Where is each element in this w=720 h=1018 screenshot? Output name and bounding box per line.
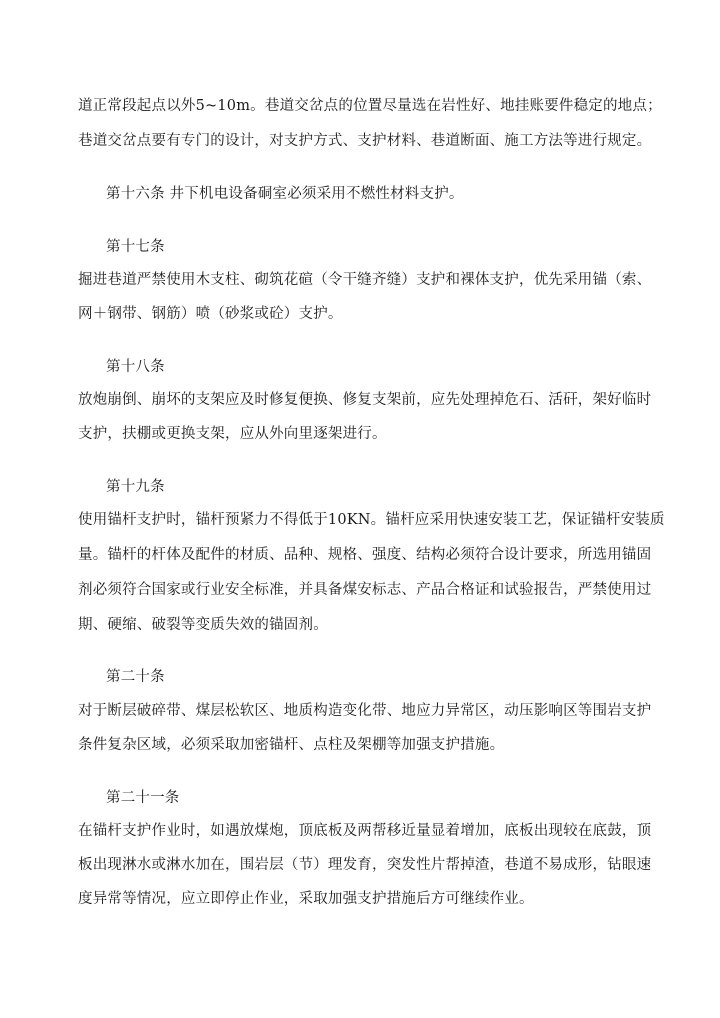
article-17-heading: 第十七条 [106, 239, 165, 255]
intro-line-1: 道正常段起点以外5~10m。巷道交岔点的位置尽量选在岩性好、地挂账要件稳定的地点； [78, 98, 662, 114]
article-19-line-3: 剂必须符合国家或行业安全标准，并具备煤安标志、产品合格证和试验报告，严禁使用过 [78, 582, 652, 598]
article-20-line-2: 条件复杂区域，必须采取加密锚杆、点柱及架棚等加强支护措施。 [78, 737, 505, 753]
article-20-heading: 第二十条 [106, 669, 165, 685]
article-17-line-1: 掘进巷道严禁使用木支柱、砌筑花碹（令干缝齐缝）支护和裸体支护，优先采用锚（索、 [78, 272, 652, 288]
intro-line-2: 巷道交岔点要有专门的设计，对支护方式、支护材料、巷道断面、施工方法等进行规定。 [78, 133, 652, 149]
article-18-line-1: 放炮崩倒、崩坏的支架应及时修复便换、修复支架前，应先处理掉危石、活矸，架好临时 [78, 392, 652, 408]
article-19-line-4: 期、硬缩、破裂等变质失效的锚固剂。 [78, 617, 328, 633]
article-21-heading: 第二十一条 [106, 790, 180, 806]
article-21-line-3: 度异常等情况，应立即停止作业，采取加强支护措施后方可继续作业。 [78, 891, 534, 907]
article-19-heading: 第十九条 [106, 479, 165, 495]
article-21-line-1: 在锚杆支护作业时，如遇放煤炮，顶底板及两帮移近量显着增加，底板出现较在底鼓，顶 [78, 823, 652, 839]
article-17-line-2: 网＋钢带、钢筋）喷（砂浆或砼）支护。 [78, 306, 343, 322]
article-18-heading: 第十八条 [106, 359, 165, 375]
article-19-line-1: 使用锚杆支护时，锚杆预紧力不得低于10KN。锚杆应采用快速安装工艺，保证锚杆安装质 [78, 512, 665, 528]
article-16-text: 第十六条 井下机电设备硐室必须采用不燃性材料支护。 [106, 186, 464, 202]
article-18-line-2: 支护，扶棚或更换支架，应从外向里逐架进行。 [78, 426, 387, 442]
article-21-line-2: 板出现淋水或淋水加在，围岩层（节）理发育，突发性片帮掉渣，巷道不易成形，钻眼速 [78, 857, 652, 873]
article-19-line-2: 量。锚杆的杆体及配件的材质、品种、规格、强度、结构必须符合设计要求，所选用锚固 [78, 547, 652, 563]
article-20-line-1: 对于断层破碎带、煤层松软区、地质构造变化带、地应力异常区，动压影响区等围岩支护 [78, 703, 652, 719]
